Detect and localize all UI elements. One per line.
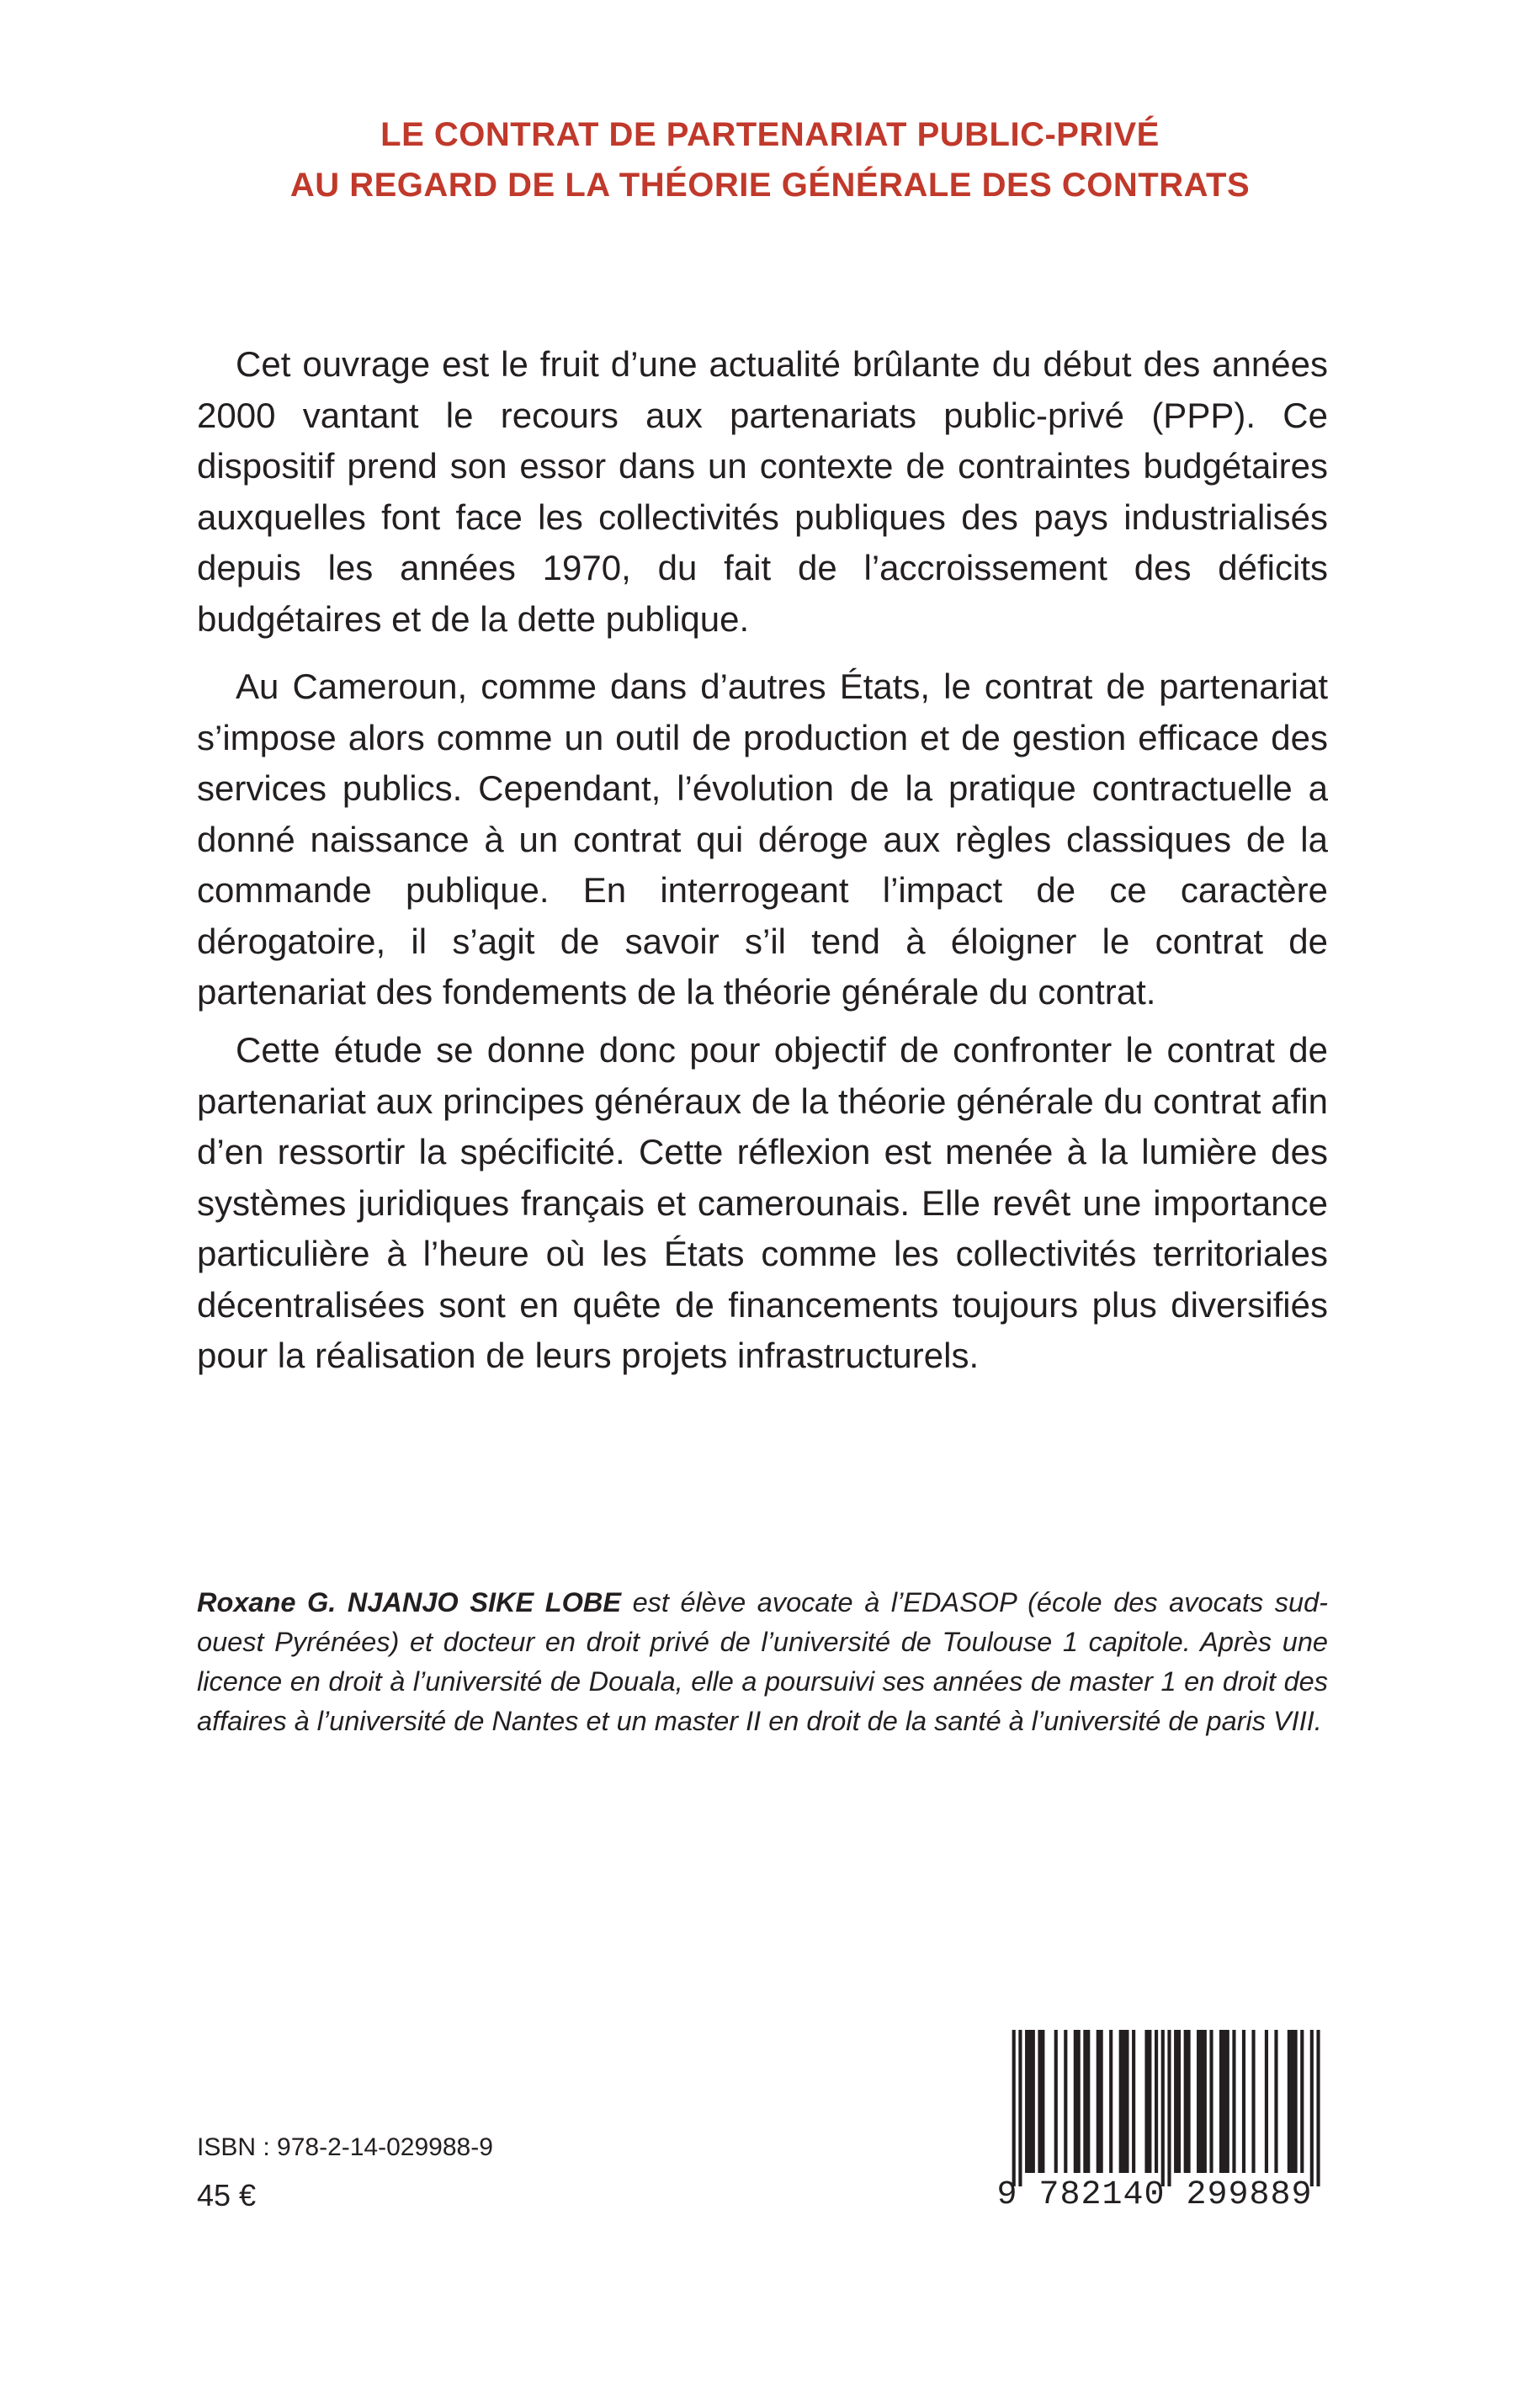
barcode-bar — [1041, 2030, 1044, 2173]
barcode-bar — [1184, 2030, 1187, 2173]
barcode-bar — [1300, 2030, 1304, 2173]
book-title-line-1: LE CONTRAT DE PARTENARIAT PUBLIC-PRIVÉ — [380, 116, 1160, 153]
author-name: Roxane G. NJANJO SIKE LOBE — [197, 1587, 621, 1617]
barcode-bar — [1119, 2030, 1123, 2173]
barcode-bar — [1144, 2030, 1148, 2173]
barcode-bar — [1109, 2030, 1113, 2173]
barcode-guard-bar — [1018, 2030, 1022, 2186]
barcode-bar — [1074, 2030, 1077, 2173]
barcode-bar — [1200, 2030, 1203, 2173]
barcode-bar — [1025, 2030, 1028, 2173]
barcode-guard-bar — [1161, 2030, 1165, 2186]
barcode-bar — [1038, 2030, 1041, 2173]
barcode — [983, 2030, 1326, 2217]
blurb-paragraph-2: Au Cameroun, comme dans d’autres États, le contrat de partenariat s’impose alors comme un outil de production et de gestion efficace des services publics. Cependant, l’évolution de la pratique contractuelle a donné naissance à un contrat qui déroge aux règles classiques de la commande publique. En interrogeant l’impact de ce caractère dérogatoire, il s’agit de savoir s’il tend à éloigner le contrat de partenariat des fondements de la théorie générale du contrat. — [197, 667, 1328, 1012]
barcode-bar — [1209, 2030, 1213, 2173]
book-title — [0, 109, 1540, 210]
barcode-bar — [1187, 2030, 1190, 2173]
barcode-bar — [1294, 2030, 1298, 2173]
barcode-bar — [1288, 2030, 1291, 2173]
barcode-bar — [1219, 2030, 1223, 2173]
author-bio — [197, 1583, 1328, 1741]
barcode-bar — [1177, 2030, 1181, 2173]
barcode-bar — [1083, 2030, 1086, 2173]
barcode-bar — [1125, 2030, 1128, 2173]
barcode-bar — [1223, 2030, 1226, 2173]
barcode-guard-bar — [1310, 2030, 1314, 2186]
blurb-paragraph-1: Cet ouvrage est le fruit d’une actualité brûlante du début des années 2000 vantant le recours aux partenariats public-privé (PPP). Ce dispositif prend son essor dans un contexte de contraintes budgétaires auxquelles font face les collectivités publiques des pays industrialisés depuis les années 1970, du fait de l’accroissement des déficits budgétaires et de la dette publique. — [197, 344, 1328, 639]
barcode-bar — [1203, 2030, 1207, 2173]
barcode-bar — [1232, 2030, 1235, 2173]
price-label: 45 € — [197, 2178, 257, 2212]
barcode-bar — [1174, 2030, 1177, 2173]
barcode-bar — [1155, 2030, 1158, 2173]
barcode-bar — [1226, 2030, 1229, 2173]
barcode-bar — [1148, 2030, 1151, 2173]
author-bio-text: est élève avocate à l’EDASOP (école des avocats sud-ouest Pyrénées) et docteur en droit privé de l’université de Toulouse 1 capitole. Après une licence en droit à l’université de Douala, elle a poursuivi ses années de master 1 en droit des affaires à l’université de Nantes et un master II en droit de la santé à l’université de paris VIII. — [197, 1587, 1328, 1736]
barcode-bar — [1064, 2030, 1067, 2173]
barcode-bar — [1132, 2030, 1135, 2173]
barcode-bar — [1197, 2030, 1200, 2173]
barcode-bar — [1242, 2030, 1245, 2173]
barcode-bar — [1077, 2030, 1081, 2173]
barcode-bar — [1251, 2030, 1255, 2173]
barcode-guard-bar — [1012, 2030, 1016, 2186]
isbn-label: ISBN : 978-2-14-029988-9 — [197, 2133, 493, 2161]
barcode-bar — [1291, 2030, 1294, 2173]
barcode-guard-bar — [1316, 2030, 1320, 2186]
barcode-bar — [1097, 2030, 1100, 2173]
barcode-bar — [1274, 2030, 1277, 2173]
barcode-bar — [1123, 2030, 1126, 2173]
barcode-bar — [1054, 2030, 1058, 2173]
barcode-guard-bar — [1167, 2030, 1171, 2186]
barcode-bar — [1032, 2030, 1035, 2173]
blurb-paragraph-3: Cette étude se donne donc pour objectif de confronter le contrat de partenariat aux principes généraux de la théorie générale du contrat afin d’en ressortir la spécificité. Cette réflexion est menée à la lumière des systèmes juridiques français et camerounais. Elle revêt une importance particulière à l’heure où les États comme les collectivités territoriales décentralisées sont en quête de financements toujours plus diversifiés pour la réalisation de leurs projets infrastructurels. — [197, 1030, 1328, 1375]
barcode-bar — [1265, 2030, 1268, 2173]
barcode-bars — [983, 2030, 1326, 2190]
barcode-bar — [1028, 2030, 1032, 2173]
barcode-digits: 9 782140 299889 — [996, 2176, 1313, 2214]
barcode-bar — [1100, 2030, 1103, 2173]
barcode-bar — [1086, 2030, 1090, 2173]
book-title-line-2: AU REGARD DE LA THÉORIE GÉNÉRALE DES CONTRATS — [289, 167, 1251, 204]
